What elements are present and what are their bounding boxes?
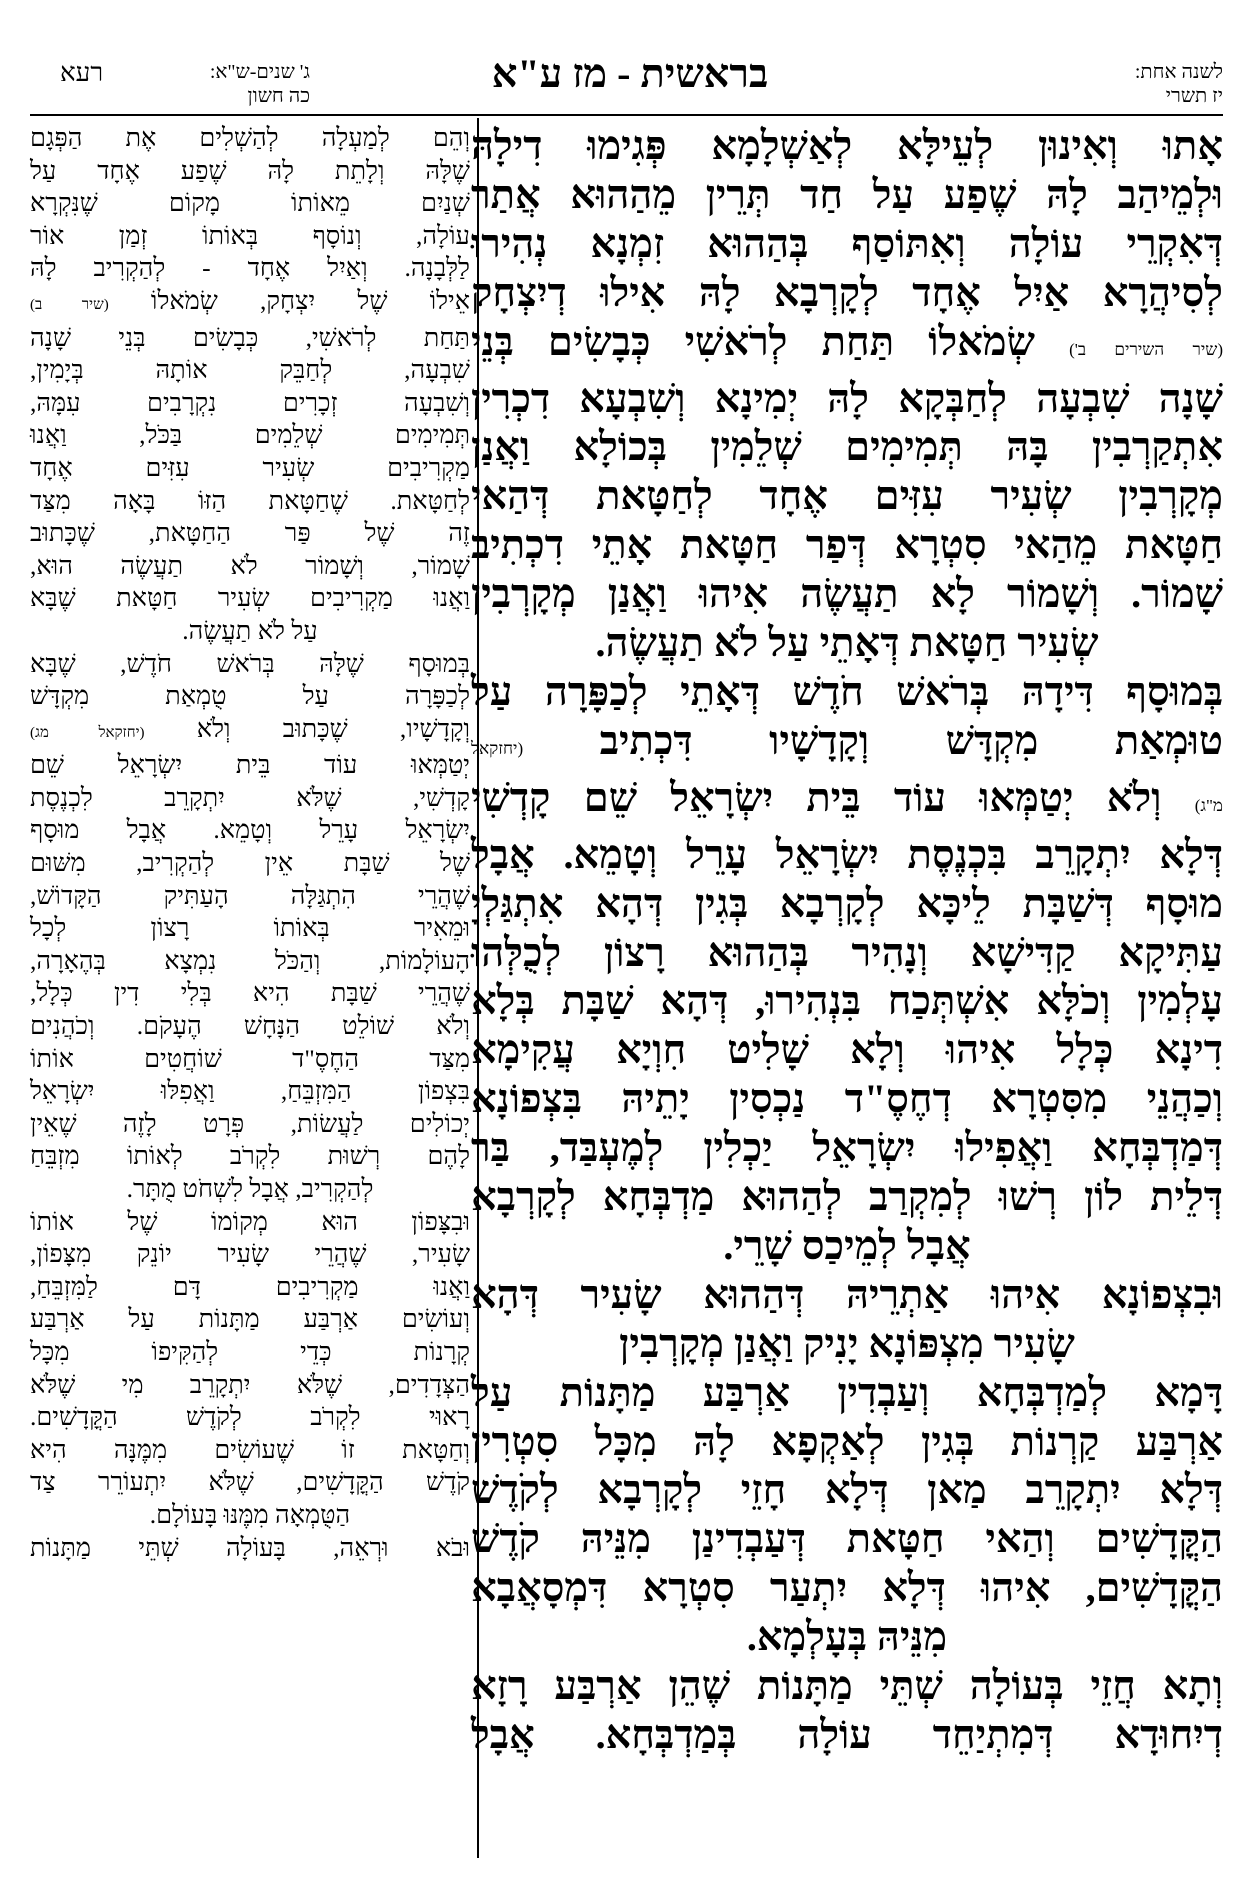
main-line: הַקֳּדָשִׁים וְהַאי חַטָּאת דְּעַבְדִינַן מִנֵּיהּ קֹדֶשׁ [471, 1516, 1223, 1562]
main-line: מְקָרְבִין שְׂעִיר עִזִּים אֶחָד לְחַטָּאת דְּהַאי [471, 473, 1223, 519]
main-line: וּלְמֵיהַב לָהּ שֶׁפַע עַל חַד תְּרֵין מֵהַהוּא אֲתַר [471, 171, 1223, 217]
side-line: וְשִׁבְעָה זְכָרִים נִקְרָבִים עִמָּהּ, [30, 387, 470, 417]
main-ref: (שיר השירים ב') [1069, 339, 1223, 359]
side-line: וּבֹא וּרְאֵה, בָּעוֹלָה שְׁתֵּי מַתָּנוֹת [30, 1532, 470, 1562]
main-line-text: טוּמְאַת מִקְדָּשׁ וְקָדָשָׁיו דִּכְתִיב [599, 717, 1224, 763]
side-line: שִׁבְעָה, לְחַבֵּק אוֹתָהּ בְּיָמִין, [30, 355, 470, 385]
header-left-line1: ג' שנים-ש"א: [209, 61, 310, 83]
main-line: מוּסָף דְּשַׁבָּת לֵיכָּא לְקָרְבָא בְּגִין דְּהָא אִתְגַּלְיָ [471, 880, 1223, 926]
side-line: הָעוֹלָמוֹת, וְהַכֹּל נִמְצָא בְּהֶאָרָה, [30, 945, 470, 975]
header-rule [30, 114, 1223, 116]
side-line: לְכַפָּרָה עַל טֻמְאַת מִקְדָּשׁ [30, 681, 470, 711]
main-line: וְכַהֲנֵי מִסִּטְרָא דְחֶסֶ"ד נַכְסִין יָתֵיהּ בִּצְפוֹנָא [471, 1076, 1223, 1122]
main-line: אַרְבַּע קַרְנוֹת בְּגִין לְאַקְפָא לָהּ מִכָּל סִטְרִין [471, 1418, 1223, 1464]
main-line: עָלְמִין וְכֹלָּא אִשְׁתְּכַח בִּנְהִירוּ, דְּהָא שַׁבָּת בְּלָא [471, 978, 1223, 1024]
side-line: שֶׁהֲרֵי הִתְגַּלָּה הָעַתִּיק הַקָּדוֹשׁ, [30, 880, 470, 910]
header-left-info [150, 60, 310, 108]
main-line: מִנֵּיהּ בְּעָלְמָא. [746, 1614, 948, 1660]
main-line: דְּאִקְרֵי עוֹלָה וְאִתּוֹסַף בְּהַהוּא זִמְנָא נְהִירוּ [471, 220, 1223, 266]
side-line: קְרָנוֹת כְּדֵי לְהַקִּיפוֹ מִכָּל [30, 1336, 470, 1366]
side-line: וְעוֹשִׂים אַרְבַּע מַתָּנוֹת עַל אַרְבַּע [30, 1304, 470, 1334]
main-line: אִתְקַרְבִין בָּהּ תְּמִימִים שְׁלֵמִין בְּכוֹלָא וַאֲנַן [471, 424, 1223, 470]
side-line: מִצַּד הַחֶסֶ"ד שׁוֹחֲטִים אוֹתוֹ [30, 1043, 470, 1073]
side-line: תַּחַת לְרֹאשִׁי, כְּבָשִׂים בְּנֵי שָׁנָה [30, 322, 470, 352]
main-line: שָׂעִיר מִצְפּוֹנָא יָנִיק וַאֲנַן מְקָרְבִין [619, 1320, 1075, 1366]
side-line: וְלֹא שׁוֹלֵט הַנָּחָשׁ הֶעָקֹם. וְכֹהֲנִים [30, 1011, 470, 1041]
side-line: שָׂעִיר, שֶׁהֲרֵי שָׂעִיר יוֹנֵק מִצָּפוֹן, [30, 1239, 470, 1269]
side-line: לַלְּבָנָה. וְאַיִל אֶחָד - לְהַקְרִיב לָהּ [30, 253, 470, 283]
header-left-line2: כה חשון [247, 85, 310, 107]
main-line-text: וְלֹא יְטַמְּאוּ עוֹד בֵּית יִשְׂרָאֵל שֵׁם קָדְשִׁי [471, 774, 1162, 820]
side-line: וַאֲנוּ מַקְרִיבִים שְׂעִיר חַטָּאת שֶׁבָּא [30, 583, 470, 613]
main-line: דְּלֵית לוֹן רְשׁוּ לְמִקְרַב לְהַהוּא מַדְבְּחָא לְקָרְבָא [471, 1174, 1223, 1220]
side-line: וַאֲנוּ מַקְרִיבִים דָּם לַמִּזְבֵּחַ, [30, 1271, 470, 1301]
header-right-line1: לשנה אחת: [1134, 61, 1223, 83]
main-line: שָׁמוֹר. וְשָׁמוֹר לָא תַעֲשֶׂה אִיהוּ וַאֲנַן מְקָרְבִין [471, 571, 1223, 617]
side-line: וְחַטָּאת זוֹ שֶׁעוֹשִׂים מִמֶּנָּה הִיא [30, 1434, 470, 1464]
main-line: בְּמוּסָף דִּידָהּ בְּרֹאשׁ חֹדֶשׁ דְּאָתֵי לְכַפָּרָה עַל [471, 668, 1223, 714]
side-line: הַצְּדָדִים, שֶׁלֹּא יִתְקָרֵב מִי שֶׁלֹּא [30, 1369, 470, 1399]
main-line: דְּלָא יִתְקָרֵב מַאן דְּלָא חָזֵי לְקָרְבָא לְקֹדֶשׁ [471, 1467, 1223, 1513]
main-line: שָׁנָה שִׁבְעָה לְחַבְּקָא לָהּ יְמִינָא וְשִׁבְעָא דִכְרִין [471, 375, 1223, 421]
main-line: עַתִּיקָא קַדִּישָׁא וְנָהִיר בְּהַהוּא רָצוֹן לְכֻלְּהוּ [471, 929, 1223, 975]
side-line [30, 285, 470, 322]
side-line: יְטַמְּאוּ עוֹד בֵּית יִשְׂרָאֵל שֵׁם [30, 750, 470, 780]
side-line: שָׁמוֹר, וְשָׁמוֹר לֹא תַעֲשֶׂה הוּא, [30, 550, 470, 580]
side-line: זֶה שֶׁל פַּר הַחַטָּאת, שֶׁכָּתוּב [30, 518, 470, 548]
side-line-text: וְקָדָשָׁיו, שֶׁכָּתוּב וְלֹא [196, 713, 471, 743]
main-line: אָתוּ וְאִינוּן לְעֵילָּא לְאַשְׁלָמָא פְּגִימוּ דִילָהּ [471, 123, 1223, 168]
side-line: שֶׁלָּהּ וְלָתֵת לָהּ שֶׁפַע אֶחָד עַל [30, 155, 470, 185]
side-line [30, 713, 470, 750]
side-line: לְהַקְרִיב, אֲבָל לִשְׁחֹט מֻתָּר. [126, 1174, 374, 1203]
side-line: קֹדֶשׁ הַקֳּדָשִׁים, שֶׁלֹּא יִתְעוֹרֵר צַד [30, 1467, 470, 1497]
main-line: שְׂעִיר חַטָּאת דְּאָתֵי עַל לֹא תַעֲשֶׂה. [595, 620, 1099, 666]
main-line: דִינָא כְּלָל אִיהוּ וְלָא שָׁלִיט חִוְיָא עֲקִימָא [471, 1027, 1223, 1073]
side-line: וְהֵם לְמַעְלָה לְהַשְׁלִים אֶת הַפְּגָם [30, 123, 470, 152]
side-line: עַל לֹא תַעֲשֶׂה. [182, 615, 318, 645]
header-right-line2: יז תשרי [1165, 85, 1223, 107]
main-column [471, 122, 1223, 1760]
side-line: עוֹלָה, וְנוֹסָף בְּאוֹתוֹ זְמַן אוֹר [30, 220, 470, 250]
main-line: דָּמָא לְמַדְבְּחָא וְעַבְדִין אַרְבַּע מַתָּנוֹת עַל [471, 1369, 1223, 1415]
main-line: חַטָּאת מֵהַאי סִטְרָא דְּפַר חַטָּאת אָתֵי דִכְתִיב [471, 522, 1223, 568]
main-line: דְּמַדְבְּחָא וַאֲפִילוּ יִשְׂרָאֵל יַכְלִין לְמֶעְבַּד, בַּר [471, 1125, 1223, 1171]
main-line: דְיִחוּדָא דְּמִתְיַחֵד עוֹלָה בְּמַדְבְּחָא. אֲבָל [471, 1712, 1223, 1757]
side-ref: (שיר ב) [30, 296, 109, 313]
side-line: מַקְרִיבִים שְׂעִיר עִזִּים אֶחָד [30, 452, 470, 482]
main-line [471, 318, 1223, 375]
side-line: לָהֶם רְשׁוּת לִקְרֹב לְאוֹתוֹ מִזְבֵּחַ [30, 1141, 470, 1171]
side-line: יִשְׂרָאֵל עָרֵל וְטָמֵא. אֲבָל מוּסָף [30, 815, 470, 845]
main-line [471, 717, 1223, 774]
side-line: שְׁנַיִם מֵאוֹתוֹ מָקוֹם שֶׁנִּקְרָא [30, 188, 470, 218]
main-line: לְסִיהֲרָא אַיִל אֶחָד לְקָרְבָא לָהּ אִילוּ דְיִצְחָק [471, 269, 1223, 315]
side-line: שֶׁל שַׁבָּת אֵין לְהַקְרִיב, מִשּׁוּם [30, 848, 470, 878]
side-line: יְכוֹלִים לַעֲשׂוֹת, פְּרָט לָזֶה שֶׁאֵין [30, 1108, 470, 1138]
side-column [30, 122, 470, 1564]
main-line: וּבִצְפוֹנָא אִיהוּ אַתְרֵיהּ דְּהַהוּא שָׂעִיר דְּהָא [471, 1271, 1223, 1317]
side-line: שֶׁהֲרֵי שַׁבָּת הִיא בְּלִי דִין כְּלָל, [30, 978, 470, 1008]
header-right-info [1033, 60, 1223, 108]
side-line: וּבִצָּפוֹן הוּא מְקוֹמוֹ שֶׁל אוֹתוֹ [30, 1206, 470, 1236]
main-line-text: שְׂמֹאלוֹ תַּחַת לְרֹאשִׁי כְּבָשִׂים בְּנֵי [471, 318, 1035, 364]
side-line: קָדְשִׁי, שֶׁלֹּא יִתְקָרֵב לִכְנֶסֶת [30, 782, 470, 812]
side-line: בִּצְפוֹן הַמִּזְבֵּחַ, וַאֲפִלּוּ יִשְׂרָאֵל [30, 1076, 470, 1106]
main-line [471, 774, 1223, 831]
side-line: תְּמִימִים שְׁלֵמִים בַּכֹּל, וַאֲנוּ [30, 420, 470, 450]
main-line: דְּלָא יִתְקָרֵב בִּכְנֶסֶת יִשְׂרָאֵל עָרֵל וְטָמֵא. אֲבָל [471, 831, 1223, 877]
main-ref: (יחזקאל [471, 738, 524, 758]
main-line: הַקֳּדָשִׁים, אִיהוּ דְּלָא יִתְעַר סִטְרָא דִּמְסָאֲבָא [471, 1565, 1223, 1611]
side-line: וּמֵאִיר בְּאוֹתוֹ רָצוֹן לְכָל [30, 913, 470, 943]
page-title: בראשית - מז ע"א [491, 51, 769, 96]
side-ref: (יחזקאל מג) [30, 724, 145, 741]
main-line: אֲבָל לְמֵיכַס שָׁרֵי. [723, 1222, 971, 1268]
side-line: לְחַטָּאת. שֶׁחַטָּאת הַזּוֹ בָּאָה מִצַּד [30, 485, 470, 515]
side-line-text: אֵילוֹ שֶׁל יִצְחָק, שְׂמֹאלוֹ [150, 285, 471, 315]
side-line: רָאוּי לִקְרֹב לְקֹדֶשׁ הַקֳּדָשִׁים. [30, 1402, 470, 1432]
main-ref: מ"ג) [1194, 795, 1224, 815]
side-line: הַטֻּמְאָה מִמֶּנּוּ בָּעוֹלָם. [149, 1499, 351, 1529]
header-left-word: רעא [60, 58, 104, 87]
side-line: בְּמוּסָף שֶׁלָּהּ בְּרֹאשׁ חֹדֶשׁ, שֶׁבָּא [30, 648, 470, 678]
main-line: וְתָא חֲזֵי בְּעוֹלָה שְׁתֵּי מַתָּנוֹת שֶׁהֵן אַרְבַּע רָזָא [471, 1663, 1223, 1709]
